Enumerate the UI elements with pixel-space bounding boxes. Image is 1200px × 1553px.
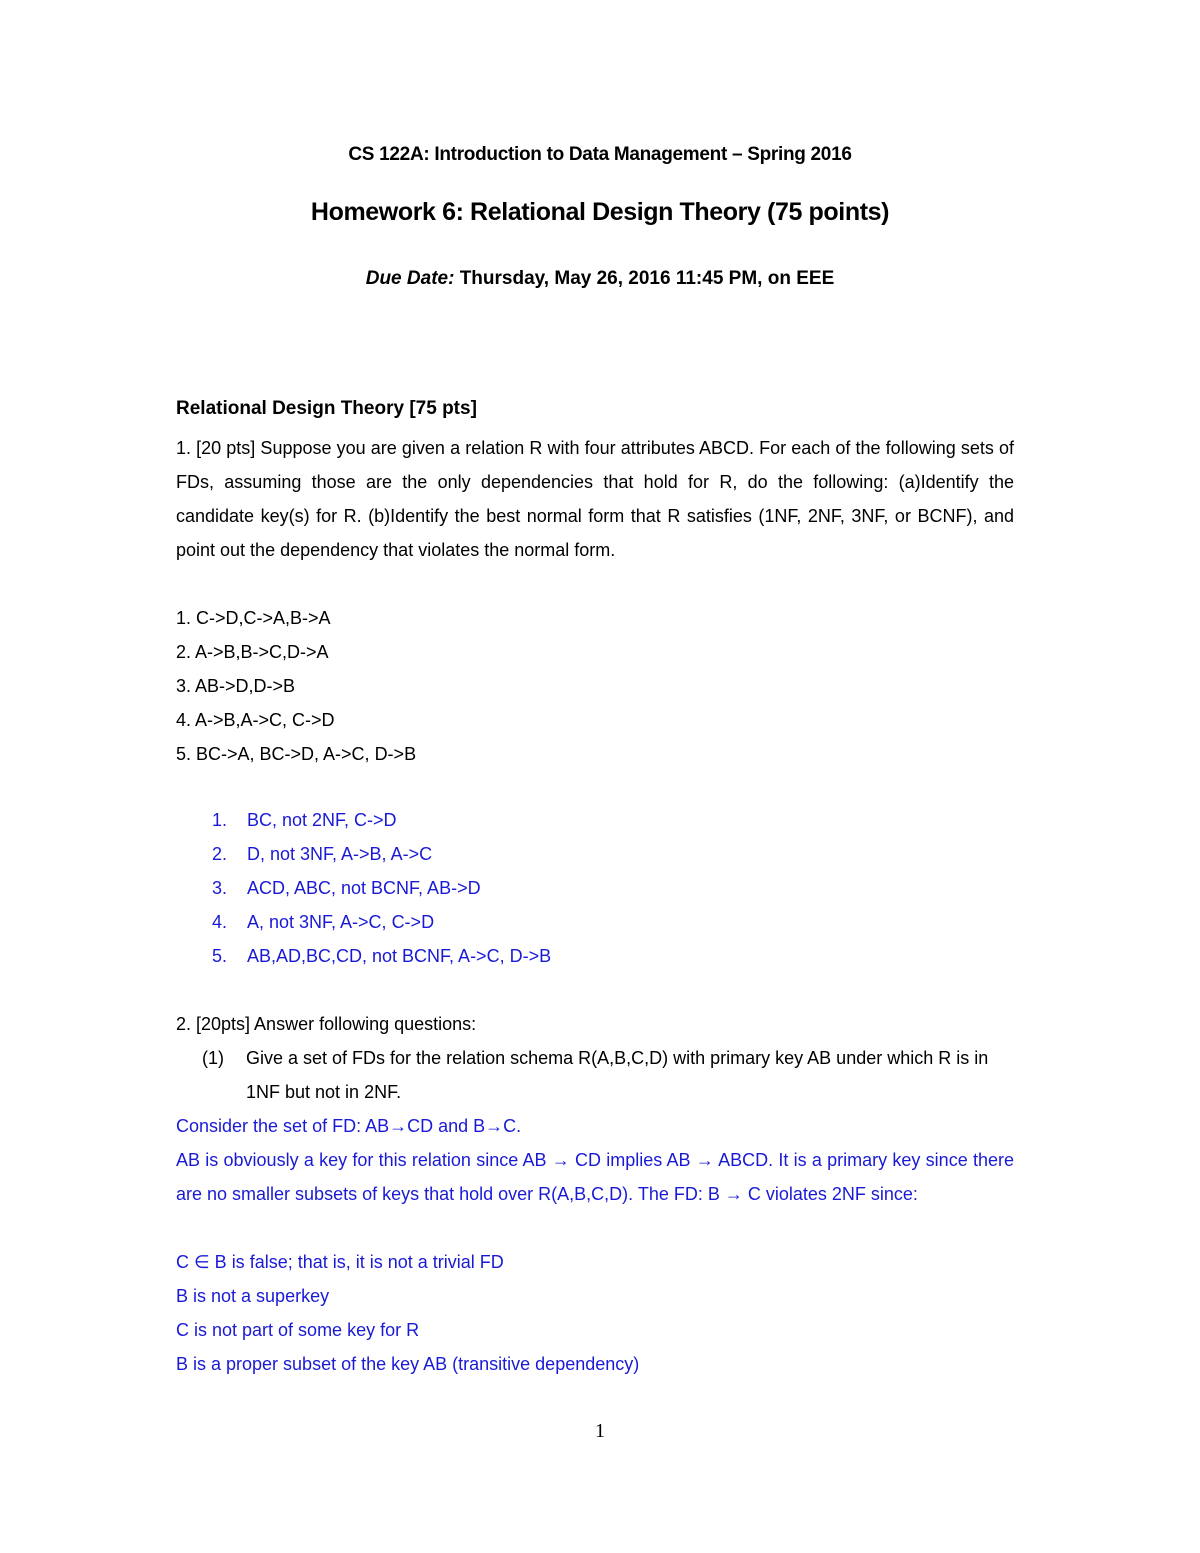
answer-text: ACD, ABC, not BCNF, AB->D bbox=[247, 878, 481, 898]
due-date-value: Thursday, May 26, 2016 11:45 PM, on EEE bbox=[454, 268, 835, 289]
answer-text: BC, not 2NF, C->D bbox=[247, 810, 397, 830]
answer-number: 1. bbox=[212, 810, 228, 830]
question-2-heading: 2. [20pts] Answer following questions: bbox=[176, 1014, 477, 1034]
answer-item bbox=[212, 803, 551, 837]
answer-text: AB,AD,BC,CD, not BCNF, A->C, D->B bbox=[247, 946, 552, 966]
question-2-sub-1 bbox=[176, 1041, 1014, 1109]
answer-item bbox=[212, 871, 551, 905]
sub-question-text: Give a set of FDs for the relation schema R(A,B,C,D) with primary key AB under which R is in 1NF but not in 2NF. bbox=[246, 1048, 989, 1102]
sub-question-number: (1) bbox=[202, 1048, 224, 1068]
fd-set-3: 3. AB->D,D->B bbox=[176, 676, 296, 696]
due-date bbox=[0, 268, 1200, 290]
answer-text: A, not 3NF, A->C, C->D bbox=[247, 912, 435, 932]
fd-set-1: 1. C->D,C->A,B->A bbox=[176, 608, 331, 628]
course-title: CS 122A: Introduction to Data Management – Spring 2016 bbox=[348, 144, 852, 165]
due-date-label: Due Date: bbox=[365, 268, 455, 289]
fd-set-5: 5. BC->A, BC->D, A->C, D->B bbox=[176, 744, 417, 764]
answer-number: 4. bbox=[212, 912, 228, 932]
answer-number: 2. bbox=[212, 844, 228, 864]
answer-line-superkey: B is not a superkey bbox=[176, 1286, 330, 1306]
answer-paragraph-key: AB is obviously a key for this relation since AB → CD implies AB → ABCD. It is a primary key since there are no smaller subsets of keys that hold over R(A,B,C,D). The FD: B → C violates 2NF since: bbox=[176, 1150, 1014, 1204]
answer-number: 3. bbox=[212, 878, 228, 898]
question-1-text: 1. [20 pts] Suppose you are given a relation R with four attributes ABCD. For each of the following sets of FDs, assuming those are the only dependencies that hold for R, do the following: (a)Identify the candidate key(s) for R. (b)Identify the best normal form that R satisfies (1NF, 2NF, 3NF, or BCNF), and point out the dependency that violates the normal form. bbox=[176, 438, 1014, 560]
answer-text: D, not 3NF, A->B, A->C bbox=[247, 844, 433, 864]
answer-number: 5. bbox=[212, 946, 228, 966]
answer-line-proper-subset: B is a proper subset of the key AB (transitive dependency) bbox=[176, 1354, 640, 1374]
fd-set-2: 2. A->B,B->C,D->A bbox=[176, 642, 329, 662]
answer-item bbox=[212, 905, 551, 939]
answer-line-trivial: C ∈ B is false; that is, it is not a trivial FD bbox=[176, 1252, 504, 1272]
page-number: 1 bbox=[595, 1420, 605, 1442]
answer-item bbox=[212, 939, 551, 973]
answer-line-fd-set: Consider the set of FD: AB→CD and B→C. bbox=[176, 1116, 522, 1136]
section-heading: Relational Design Theory [75 pts] bbox=[176, 398, 477, 419]
homework-title: Homework 6: Relational Design Theory (75 points) bbox=[310, 198, 890, 226]
question-1-answers bbox=[212, 803, 551, 973]
fd-set-4: 4. A->B,A->C, C->D bbox=[176, 710, 335, 730]
answer-item bbox=[212, 837, 551, 871]
answer-line-key-part: C is not part of some key for R bbox=[176, 1320, 420, 1340]
